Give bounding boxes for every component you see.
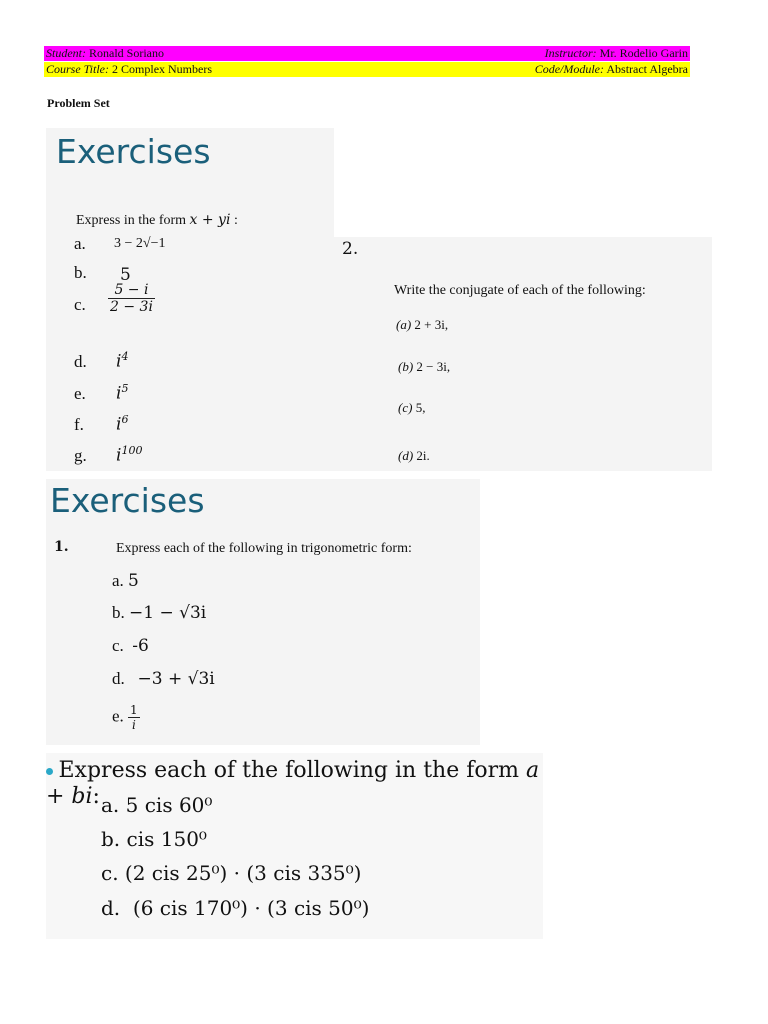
- exercises-title: Exercises: [56, 132, 211, 171]
- conjugate-panel: [334, 237, 712, 471]
- instruction: Write the conjugate of each of the following:: [394, 283, 646, 298]
- instructor-label: Instructor:: [544, 46, 597, 60]
- exercises-title: Exercises: [50, 481, 205, 520]
- item-expression: $i^6$: [116, 413, 129, 435]
- exercises-panel-standard-form: [46, 128, 334, 471]
- polar-to-rectangular-panel: [46, 753, 543, 939]
- trig-item: e. $\frac{1}{i}$: [112, 703, 138, 732]
- student-name: Ronald Soriano: [89, 46, 164, 60]
- item-label: a.: [74, 234, 86, 253]
- course-label: Course Title:: [46, 62, 110, 76]
- item-expression: $i^4$: [116, 350, 129, 372]
- item-label: c.: [74, 295, 86, 314]
- polar-item: b. cis 150⁰: [101, 827, 207, 851]
- module-name: Abstract Algebra: [606, 62, 688, 76]
- bullet-icon: [46, 768, 53, 775]
- item-label: d.: [74, 352, 87, 371]
- item-expression: 5: [120, 265, 131, 285]
- conjugate-item: (a) 2 + 3i,: [396, 317, 449, 332]
- polar-item: c. (2 cis 25⁰) · (3 cis 335⁰): [101, 861, 362, 885]
- item-expression: 3 − 2√−1: [114, 236, 166, 251]
- polar-item: a. 5 cis 60⁰: [101, 793, 213, 817]
- problem-number: 2.: [342, 239, 359, 259]
- course-module-bar: [44, 62, 690, 77]
- item-expression: $i^5$: [116, 382, 129, 404]
- trig-item: d. −3 + √3i: [112, 669, 215, 689]
- module-label: Code/Module:: [534, 62, 605, 76]
- conjugate-item: (c) 5,: [398, 400, 426, 415]
- trig-item: c. -6: [112, 636, 149, 656]
- problem-set-title: Problem Set: [47, 96, 110, 110]
- conjugate-item: (b) 2 − 3i,: [398, 359, 451, 374]
- item-label: e.: [74, 384, 86, 403]
- instruction: Express in the form x + yi :: [76, 212, 238, 228]
- polar-item: d. (6 cis 170⁰) · (3 cis 50⁰): [101, 896, 370, 920]
- instruction: Express each of the following in trigonometric form:: [116, 541, 412, 556]
- conjugate-item: (d) 2i.: [398, 448, 430, 463]
- item-expression: $i^{100}$: [116, 444, 143, 466]
- trig-item: a. 5: [112, 571, 139, 591]
- course-name: 2 Complex Numbers: [112, 62, 213, 76]
- exercises-panel-trigonometric: [46, 479, 480, 745]
- student-label: Student:: [46, 46, 86, 60]
- instruction: Express each of the following in the form a + bi:: [46, 758, 540, 809]
- problem-number: 1.: [54, 539, 69, 555]
- item-fraction: $\frac{5 - i}{2 - 3i}$: [110, 282, 153, 315]
- student-instructor-bar: [44, 46, 690, 61]
- trig-item: b. −1 − √3i: [112, 603, 207, 623]
- item-label: f.: [74, 415, 84, 434]
- item-label: g.: [74, 446, 87, 465]
- instructor-name: Mr. Rodelio Garin: [599, 46, 688, 60]
- item-label: b.: [74, 263, 87, 282]
